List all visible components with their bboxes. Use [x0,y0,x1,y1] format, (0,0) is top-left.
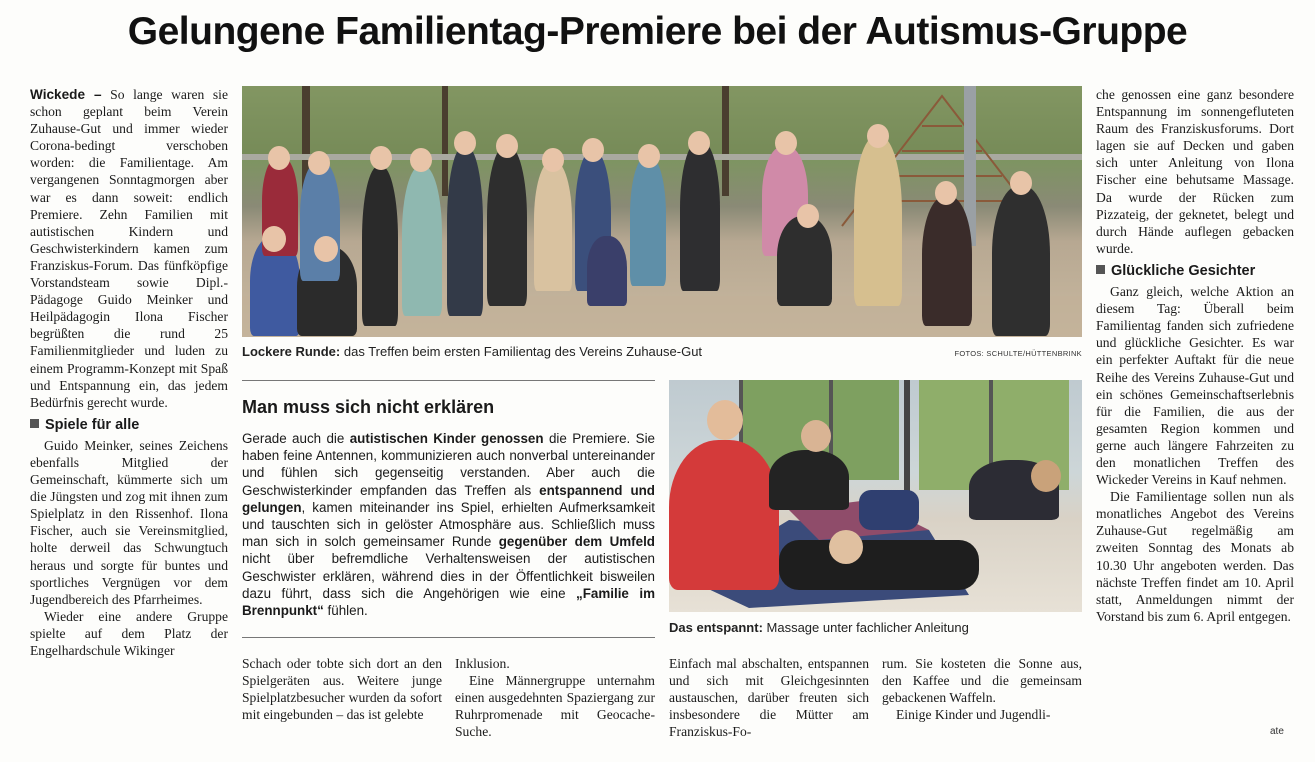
box-text-5: fühlen. [323,603,368,619]
bottom-text-2a: Inklusion. [455,656,510,671]
bottom-text-3: Einfach mal abschalten, entspannen und sich mit Gleichgesinnten austauschen, darüber freuten sich insbesondere die Mütter am Franziskus-Fo- [669,656,869,740]
box-top-rule [242,380,655,381]
dateline: Wickede – [30,87,102,102]
box-bold-3: gegenüber dem Umfeld [498,534,655,550]
box-text-1: Gerade auch die [242,431,350,446]
bottom-text-4a: rum. Sie kosteten die Sonne aus, den Kaffee und die gemeinsam gebackenen Waffeln. [882,656,1082,706]
caption-1-text: das Treffen beim ersten Familientag des Vereins Zuhause-Gut [340,344,703,359]
col5-paragraph-1: che genossen eine ganz besondere Entspannung im sonnengefluteten Raum des Franziskusforums. Dort lagen sie auf Decken und gaben sich unter Anleitung von Ilona Fischer eine behutsame Massage. Da wurde der Rücken zum Pizzateig, der geknetet, belegt und durch Hände auflegen gebacken wurde. [1096,87,1294,256]
subheading-spiele [30,417,228,434]
box-bold-4: „Familie im Brennpunkt“ [242,585,655,619]
group-photo [242,86,1082,337]
paragraph-intro [30,86,228,411]
box-text-2: die Premiere. Sie haben feine Antennen, kommunizieren auch nonverbal untereinander und fühlen sich gegenseitig verstanden. Aber auch die Geschwisterkinder empfanden das Treffen als [242,431,655,498]
intro-text: So lange waren sie schon geplant beim Verein Zuhause-Gut und immer wieder Corona-bedingt verschoben worden: die Familientage. Am vergangenen Sonntagmorgen aber war es dann soweit: endlich Premiere. Zehn Familien mit autistischen Kindern und Geschwisterkindern kamen zum Franziskus-Forum. Das fünfköpfige Vorstandsteam sowie Dipl.-Pädagoge Guido Meinker und Heilpädagogin Ilona Fischer begrüßten die rund 25 Familienmitglieder und luden zu einem Programm-Konzept mit Spaß und Entspannung ein, das jedem Bedürfnis gerecht wurde. [30,87,228,410]
box-title: Man muss sich nicht erklären [242,397,495,417]
column-5 [1096,86,1294,625]
bottom-column-2 [455,655,655,740]
square-bullet-icon [30,419,39,428]
subheading-text: Spiele für alle [45,416,140,433]
paragraph-2: Guido Meinker, seines Zeichens ebenfalls Mitglied der Gemeinschaft, kümmerte sich um die Jüngsten und zog mit ihnen zum Spielplatz in den Rissenhof. Ilona Fischer, auch sie Vereinsmitglied, holte derweil das Schwungtuch heraus und sorgte für buntes und sportliches Vergnügen vor dem Jugendbereich des Pfarrheimes. [30,437,228,607]
photo-1-caption [242,344,942,359]
square-bullet-icon [1096,265,1105,274]
author-signature: ate [1270,726,1284,737]
col5-paragraph-3: Die Familientage sollen nun als monatliches Angebot des Vereins Zuhause-Gut regelmäßig am zweiten Sonntag des Monats ab 10.30 Uhr angeboten werden. Das nächste Treffen findet am 10. April statt, Anmeldungen nimmt der Vorstand bis zum 6. April entgegen. [1096,489,1294,624]
bottom-text-1: Schach oder tobte sich dort an den Spielgeräten aus. Weitere junge Spielplatzbesucher wurden da sofort mit eingebunden – das ist gelebte [242,656,442,723]
bottom-column-4 [882,655,1082,723]
bottom-column-3 [669,655,869,740]
box-bottom-rule [242,637,655,638]
paragraph-3: Wieder eine andere Gruppe spielte auf dem Platz der Engelhardschule Wikinger [30,608,228,658]
photo-credit: FOTOS: SCHULTE/HÜTTENBRINK [954,349,1082,358]
box-body [242,430,655,619]
article-headline: Gelungene Familientag-Premiere bei der Autismus-Gruppe [127,10,1188,53]
box-bold-2: entspannend und gelungen [242,482,655,515]
caption-2-text: Massage unter fachlicher Anleitung [762,620,969,635]
col5-paragraph-2: Ganz gleich, welche Aktion an diesem Tag: Überall beim Familientag fanden sich zufriedene und glückliche Gesichter. Es war ein perfekter Auftakt für die neue Reihe des Vereins Zuhause-Gut und ein schönes Gemeinschaftserlebnis für die Familien, die aus der gesamten Region kommen und gerne auch längere Fahrzeiten zu den monatlichen Treffen des Wickeder Vereins in Kauf nehmen. [1096,284,1294,488]
bottom-text-4b: Einige Kinder und Jugendli- [896,707,1051,723]
caption-1-bold: Lockere Runde: [242,344,341,359]
photo-2-caption [669,620,1082,635]
subheading-text: Glückliche Gesichter [1111,262,1256,279]
bottom-text-2b: Eine Männergruppe unternahm einen ausgedehnten Spaziergang zur Ruhrpromenade mit Geocache-Suche. [455,673,655,740]
caption-2-bold: Das entspannt: [669,620,763,635]
subheading-gesichter [1096,263,1294,280]
box-bold-1: autistischen Kinder genossen [349,431,544,446]
box-text-3: , kamen miteinander ins Spiel, erhielten Aufmerksamkeit und tauschten sich in gelöster Atmosphäre aus. Schließlich muss man sich in solch gemeinsamer Runde [242,499,655,550]
box-text-4: nicht über befremdliche Verhaltensweisen der autistischen Geschwister erklären, während dies in der Öffentlichkeit bisweilen dazu führt, dass sich die Angehörigen wie eine [242,551,655,601]
column-1 [30,86,228,659]
bottom-column-1 [242,655,442,723]
massage-photo [669,380,1082,612]
